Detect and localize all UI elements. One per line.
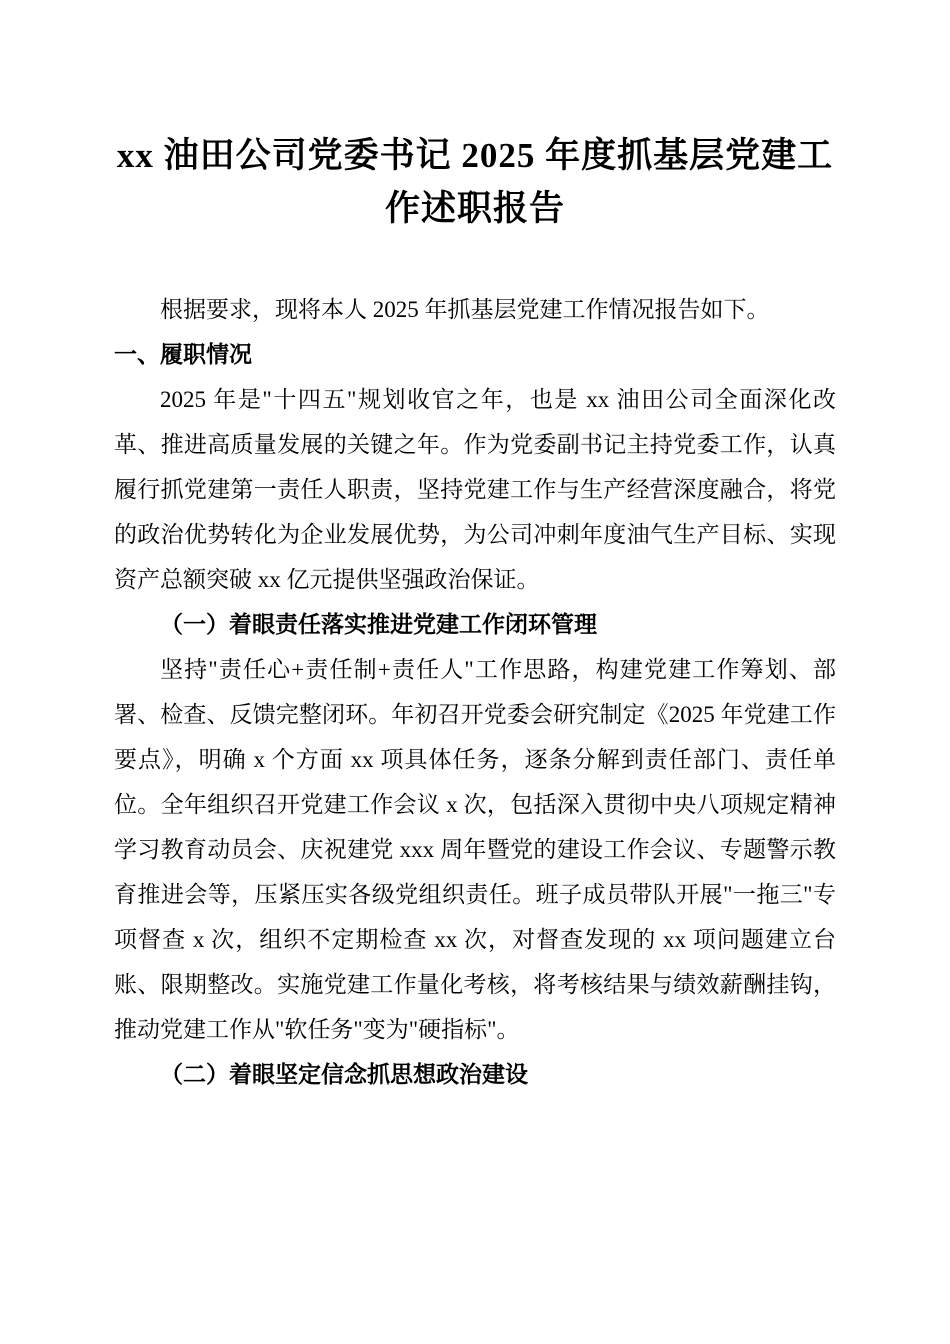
section-heading: （一）着眼责任落实推进党建工作闭环管理 [160,612,597,637]
paragraph: 坚持"责任心+责任制+责任人"工作思路，构建党建工作筹划、部署、检查、反馈完整闭环。年初召开党委会研究制定《2025 年党建工作要点》，明确 x 个方面 xx 项具体任务，逐条分解到责任部门、责任单位。全年组织召开党建工作会议 x 次，包括深入贯彻中央八项规定精神学习教育动员会、庆祝建党 xxx 周年暨党的建设工作会议、专题警示教育推进会等，压紧压实各级党组织责任。班子成员带队开展"一拖三"专项督查 x 次，组织不定期检查 xx 次，对督查发现的 xx 项问题建立台账、限期整改。实施党建工作量化考核，将考核结果与绩效薪酬挂钩，推动党建工作从"软任务"变为"硬指标"。 [114,657,836,1042]
paragraph: 根据要求，现将本人 2025 年抓基层党建工作情况报告如下。 [160,297,770,322]
document-title: xx 油田公司党委书记 2025 年度抓基层党建工作述职报告 [116,136,834,228]
paragraph: 2025 年是"十四五"规划收官之年，也是 xx 油田公司全面深化改革、推进高质量发展的关键之年。作为党委副书记主持党委工作，认真履行抓党建第一责任人职责，坚持党建工作与生产经营深度融合，将党的政治优势转化为企业发展优势，为公司冲刺年度油气生产目标、实现资产总额突破 xx 亿元提供坚强政治保证。 [114,387,836,592]
document-body [114,287,836,1097]
section-heading: （二）着眼坚定信念抓思想政治建设 [160,1062,528,1087]
section-heading: 一、履职情况 [114,341,252,367]
